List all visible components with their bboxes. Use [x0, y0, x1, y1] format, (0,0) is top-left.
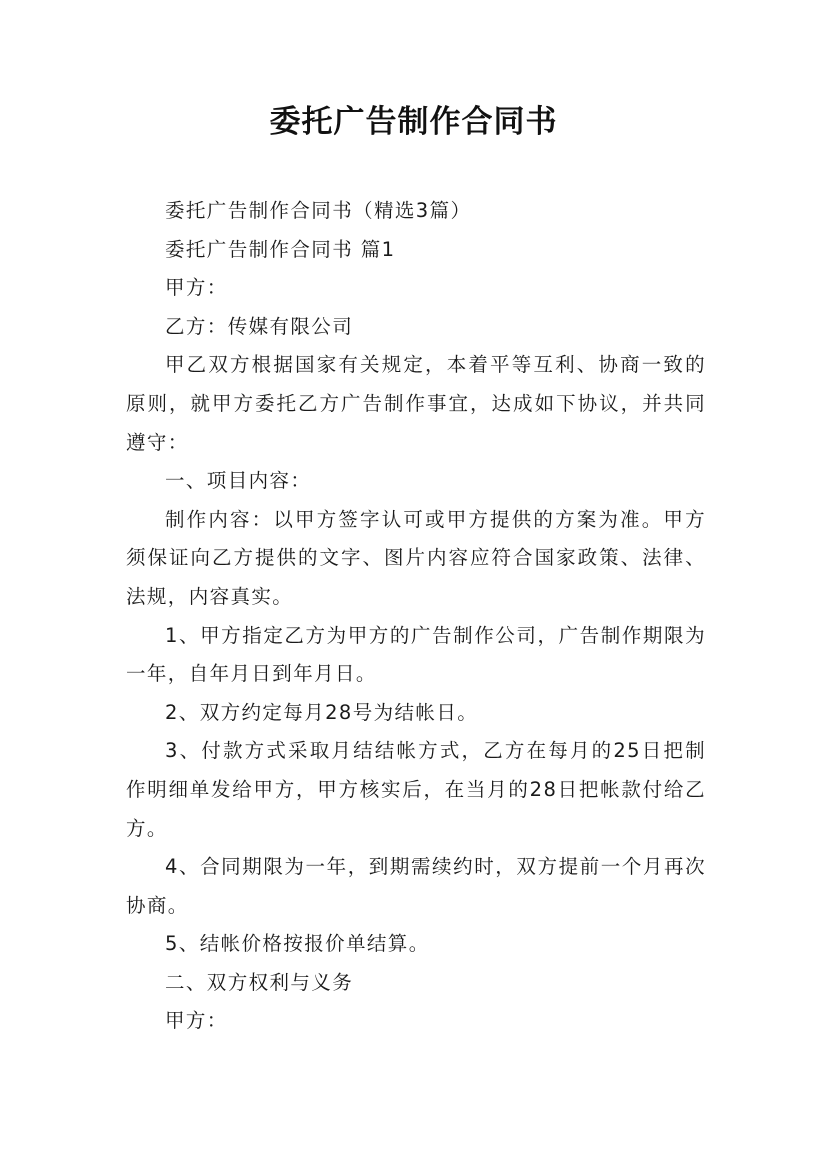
clause-3: 3、付款方式采取月结结帐方式，乙方在每月的25日把制作明细单发给甲方，甲方核实后，在当月的28日把帐款付给乙方。 — [126, 739, 706, 840]
section-heading-project: 一、项目内容： — [165, 469, 312, 493]
collection-heading: 委托广告制作合同书（精选3篇） — [165, 199, 472, 222]
clause-4: 4、合同期限为一年，到期需续约时，双方提前一个月再次协商。 — [126, 855, 706, 917]
document-body — [126, 192, 706, 1041]
party-a-label-2: 甲方： — [165, 1009, 228, 1033]
production-content-paragraph: 制作内容：以甲方签字认可或甲方提供的方案为准。甲方须保证向乙方提供的文字、图片内容应符合国家政策、法律、法规，内容真实。 — [126, 507, 706, 608]
clause-5: 5、结帐价格按报价单结算。 — [165, 932, 430, 956]
section-heading-rights: 二、双方权利与义务 — [165, 970, 354, 994]
party-b-label: 乙方：传媒有限公司 — [165, 314, 354, 338]
clause-2: 2、双方约定每月28号为结帐日。 — [165, 700, 479, 724]
party-a-label: 甲方： — [165, 276, 228, 300]
preamble-paragraph: 甲乙双方根据国家有关规定，本着平等互利、协商一致的原则，就甲方委托乙方广告制作事宜，达成如下协议，并共同遵守： — [126, 353, 706, 454]
clause-1: 1、甲方指定乙方为甲方的广告制作公司，广告制作期限为一年，自年月日到年月日。 — [126, 623, 706, 686]
article-heading: 委托广告制作合同书 篇1 — [165, 237, 396, 261]
document-title: 委托广告制作合同书 — [269, 104, 558, 140]
